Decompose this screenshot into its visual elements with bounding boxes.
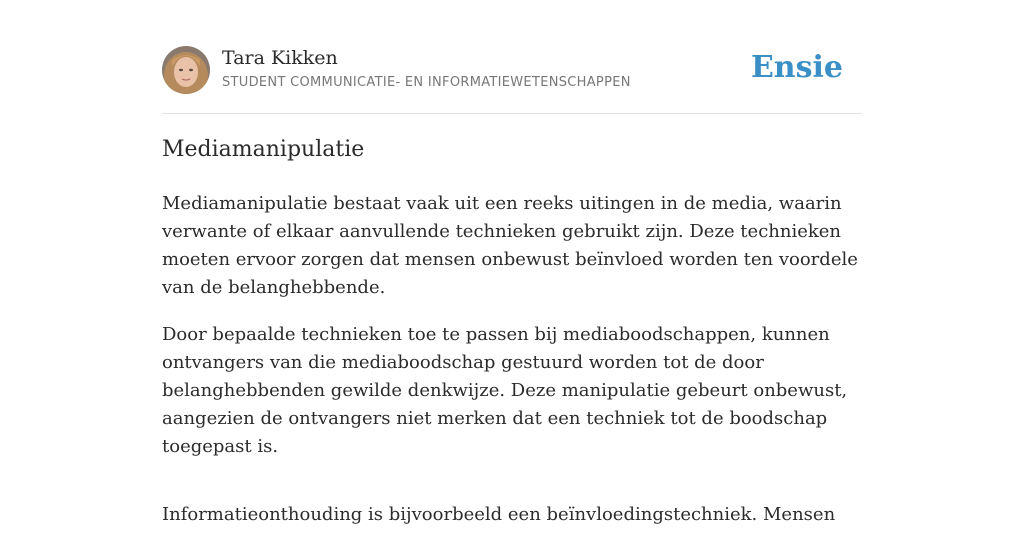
avatar-image [162,46,210,94]
article-title: Mediamanipulatie [162,137,365,162]
article-body [162,190,862,548]
author-role: STUDENT COMMUNICATIE- EN INFORMATIEWETENSCHAPPEN [222,75,631,90]
paragraph: Door bepaalde technieken toe te passen bij mediaboodschappen, kunnen ontvangers van die mediaboodschap gestuurd worden tot de door belanghebbenden gewilde denkwijze. Deze manipulatie gebeurt onbewust, aangezien de ontvangers niet merken dat een techniek tot de boodschap toegepast is. [162,324,848,457]
paragraph: Informatieonthouding is bijvoorbeeld een beïnvloedingstechniek. Mensen [162,504,836,525]
author-header [162,46,862,96]
paragraph: Mediamanipulatie bestaat vaak uit een reeks uitingen in de media, waarin verwante of elkaar aanvullende technieken gebruikt zijn. Deze technieken moeten ervoor zorgen dat mensen onbewust beïnvloed worden ten voordele van de belanghebbende. [162,193,858,298]
header-divider [162,113,862,114]
avatar[interactable] [162,46,210,94]
brand-logo[interactable]: Ensie [750,50,843,85]
author-name[interactable]: Tara Kikken [222,47,338,69]
